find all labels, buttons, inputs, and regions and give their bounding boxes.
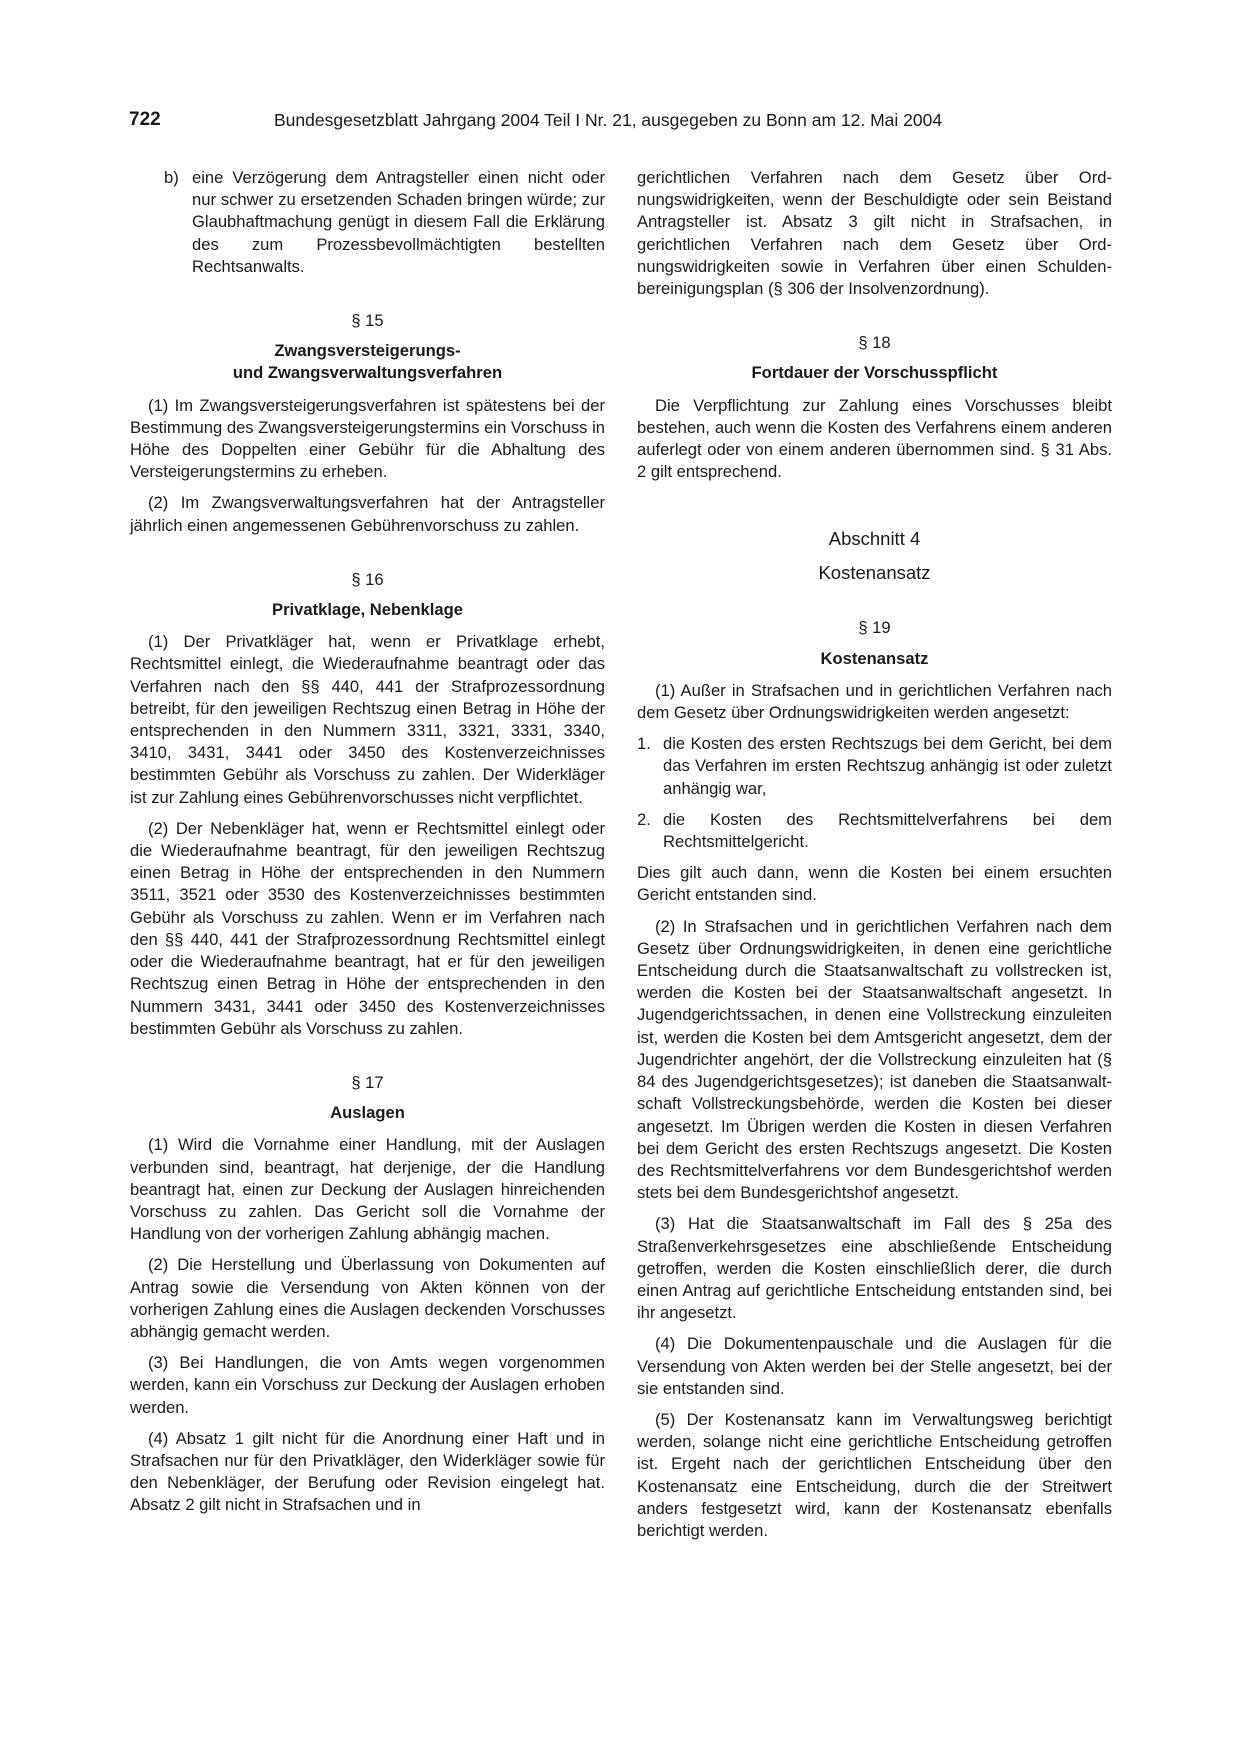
paragraph: (1) Außer in Strafsachen und in gerichtlichen Verfahren nach dem Gesetz über Ordnungswidrigkeiten werden angesetzt: — [637, 680, 1112, 723]
paragraph-continuation: gerichtlichen Verfahren nach dem Gesetz über Ordnungswidrigkeiten, wenn der Beschuldigte oder sein Beistand Antragsteller ist. Absatz 3 gilt nicht in Strafsachen, in gerichtlichen Verfahren nach dem Gesetz über Ordnungswidrigkeiten sowie in Verfahren über einen Schuldenbereinigungsplan (§ 306 der Insolvenzordnung). — [637, 168, 1112, 299]
chapter-label: Abschnitt 4 — [828, 528, 921, 550]
paragraph: (2) Der Nebenkläger hat, wenn er Rechtsmittel einlegt oder die Wiederaufnahme beantragt, für den jeweiligen Rechtszug einen Betrag in Höhe der entsprechenden in den Nummern 3511, 3521 oder 3530 des Kostenverzeichnisses bestimmten Gebühr als Vorschuss zu zahlen. Wenn er im Verfahren nach den §§ 440, 441 der Strafprozessordnung Rechtsmittel einlegt oder die Wiederaufnahme beantragt, hat er für den jeweiligen Rechtszug einen Betrag in Höhe der entsprechenden in den Nummern 3431, 3441 oder 3450 des Kostenverzeichnisses bestimmten Gebühr als Vorschuss zu zahlen. — [130, 818, 605, 1038]
paragraph: (1) Im Zwangsversteigerungsverfahren ist spätestens bei der Bestimmung des Zwangsversteigerungstermins ein Vorschuss in Höhe des Doppelten einer Gebühr für die Abhaltung des Versteigerungstermins zu erheben. — [130, 395, 605, 482]
chapter-title: Kostenansatz — [818, 562, 931, 584]
paragraph: (3) Hat die Staatsanwaltschaft im Fall des § 25a des Straßenverkehrsgesetzes eine abschließende Entscheidung getroffen, werden die Kosten einschließlich derer, die durch einen Antrag auf gerichtliche Entscheidung entstanden sind, bei ihr angesetzt. — [637, 1214, 1112, 1323]
paragraph: (3) Bei Handlungen, die von Amts wegen vorgenommen werden, kann ein Vorschuss zur Deckung der Auslagen erhoben werden. — [130, 1353, 605, 1417]
list-item-text: eine Verzögerung dem Antragsteller einen nicht oder nur schwer zu ersetzenden Schaden bringen würde; zur Glaubhaftmachung genügt in diesem Fall die Erklärung des zum Prozessbevollmächtigten bestellten Rechtsanwalts. — [192, 168, 605, 276]
right-column — [637, 167, 1112, 1551]
section-title-line: Zwangsversteigerungs- — [274, 341, 461, 361]
paragraph: (2) Die Herstellung und Überlassung von Dokumenten auf Antrag sowie die Versendung von Akten können von der vorherigen Zahlung eines die Auslagen deckenden Vorschusses abhängig gemacht werden. — [130, 1255, 605, 1341]
section-title-15 — [130, 340, 605, 384]
list-marker: b) — [164, 168, 179, 187]
section-number-18: § 18 — [858, 333, 891, 353]
paragraph: (4) Die Dokumentenpauschale und die Auslagen für die Versendung von Akten werden bei der Stelle angesetzt, bei der sie entstanden sind. — [637, 1334, 1112, 1398]
section-title-line: und Zwangsverwaltungsverfahren — [232, 363, 503, 383]
left-column — [130, 167, 605, 1526]
list-item-1 — [637, 733, 1112, 800]
list-item-text: die Kosten des ersten Rechtszugs bei dem Gericht, bei dem das Verfahren im ersten Rechtszug anhängig ist oder zuletzt anhängig war, — [663, 734, 1112, 798]
section-number-19: § 19 — [858, 618, 891, 638]
list-item-b — [130, 167, 605, 278]
paragraph: Die Verpflichtung zur Zahlung eines Vorschusses bleibt bestehen, auch wenn die Kosten des Verfahrens einem anderen auferlegt oder von einem anderen übernommen sind. § 31 Abs. 2 gilt entsprechend. — [637, 395, 1112, 482]
list-item-text: die Kosten des Rechtsmittelverfahrens bei dem Rechtsmittelgericht. — [663, 809, 1112, 852]
section-title-16: Privatklage, Nebenklage — [272, 600, 463, 620]
paragraph: Dies gilt auch dann, wenn die Kosten bei einem ersuchten Gericht entstanden sind. — [637, 863, 1112, 905]
list-item-2 — [637, 809, 1112, 853]
list-marker: 1. — [637, 734, 651, 754]
paragraph: (2) Im Zwangsverwaltungsverfahren hat der Antragsteller jährlich einen angemessenen Gebührenvorschuss zu zahlen. — [130, 493, 605, 535]
paragraph: (4) Absatz 1 gilt nicht für die Anordnung einer Haft und in Strafsachen nur für den Privatkläger, den Widerkläger sowie für den Nebenkläger, der Berufung oder Revision eingelegt hat. Absatz 2 gilt nicht in Strafsachen und in — [130, 1428, 605, 1515]
section-number-16: § 16 — [351, 569, 384, 589]
paragraph: (2) In Strafsachen und in gerichtlichen Verfahren nach dem Gesetz über Ordnungswidrigkeiten, in denen eine gerichtliche Entscheidung durch die Staatsanwaltschaft zu vollstrecken ist, werden die Kosten bei der Staatsanwaltschaft angesetzt. In Jugendgerichtssachen, in denen eine Vollstreckung einzuleiten ist, werden die Kosten bei dem Amtsgericht angesetzt, dem der Jugendrichter angehört, der die Vollstreckung einzuleiten hat (§ 84 des Jugendgerichtsgesetzes); ist daneben die Staatsanwaltschaft Vollstreckungsbehörde, werden die Kosten bei dieser angesetzt. Im Übrigen werden die Kosten in diesen Verfahren bei dem Gericht des ersten Rechtszugs angesetzt. Die Kosten des Rechtsmittelverfahrens vor dem Bundesgerichtshof werden stets bei dem Bundesgerichtshof angesetzt. — [637, 916, 1112, 1203]
paragraph: (1) Der Privatkläger hat, wenn er Privatklage erhebt, Rechtsmittel einlegt, die Wiederaufnahme beantragt oder das Verfahren nach den §§ 440, 441 der Strafprozessordnung betreibt, für den jeweiligen Rechtszug einen Betrag in Höhe der entsprechenden in den Nummern 3311, 3321, 3331, 3340, 3410, 3431, 3441 oder 3450 des Kostenverzeichnisses bestimmten Gebühr als Vorschuss zu zahlen. Der Widerkläger ist zur Zahlung eines Gebührenvorschusses nicht verpflichtet. — [130, 632, 605, 807]
section-title-17: Auslagen — [330, 1103, 405, 1123]
section-number-17: § 17 — [351, 1072, 384, 1092]
section-title-18: Fortdauer der Vorschusspflicht — [751, 363, 998, 383]
paragraph: (1) Wird die Vornahme einer Handlung, mit der Auslagen verbunden sind, beantragt, hat derjenige, der die Handlung beantragt hat, einen zur Deckung der Auslagen hinreichenden Vorschuss zu zahlen. Das Gericht soll die Vornahme der Handlung von der vorherigen Zahlung abhängig machen. — [130, 1135, 605, 1244]
running-head: Bundesgesetzblatt Jahrgang 2004 Teil I Nr. 21, ausgegeben zu Bonn am 12. Mai 2004 — [274, 110, 943, 130]
page-number: 722 — [129, 109, 161, 130]
list-marker: 2. — [637, 809, 651, 829]
section-title-19: Kostenansatz — [820, 648, 929, 668]
paragraph: (5) Der Kostenansatz kann im Verwaltungsweg berichtigt werden, solange nicht eine gerichtliche Entscheidung getroffen ist. Ergeht nach der gerichtlichen Entscheidung über den Kostenansatz eine Entscheidung, durch die der Streitwert anders festgesetzt wird, kann der Kostenansatz ebenfalls berichtigt werden. — [637, 1409, 1112, 1540]
section-number-15: § 15 — [351, 311, 384, 331]
